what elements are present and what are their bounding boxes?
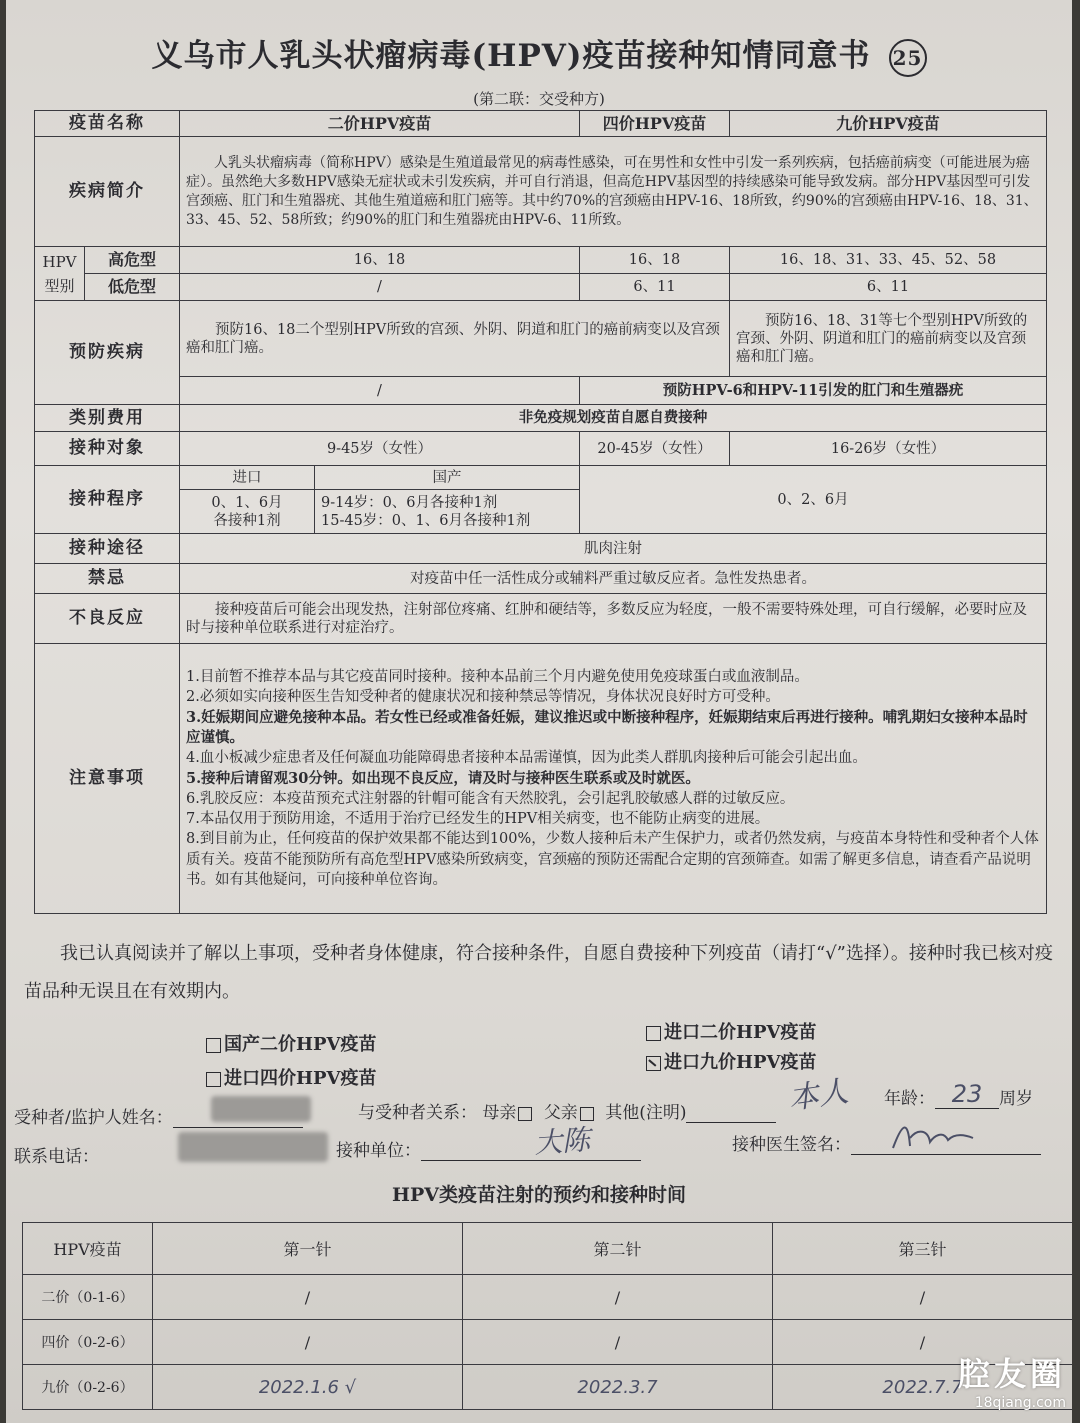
unit-row — [336, 1136, 641, 1161]
target-4v: 20-45岁（女性） — [580, 432, 730, 466]
doctor-row — [732, 1130, 1041, 1155]
appt-row-label: 四价（0-2-6） — [23, 1320, 153, 1365]
appt-header-dose2: 第二针 — [463, 1223, 773, 1275]
high-risk-2v: 16、18 — [180, 247, 580, 274]
consent-statement: 我已认真阅读并了解以上事项，受种者身体健康，符合接种条件，自愿自费接种下列疫苗（请打“√”选择）。接种时我已核对疫苗品种无误且在有效期内。 — [24, 943, 1053, 1002]
watermark-logo-text: 腔友圈 — [957, 1355, 1066, 1393]
prevent-9v: 预防16、18、31等七个型别HPV所致的宫颈、外阴、阴道和肛门的癌前病变以及宫颈癌和肛门癌。 — [730, 301, 1047, 377]
target-2v: 9-45岁（女性） — [180, 432, 580, 466]
note-item: 8.到目前为止，任何疫苗的保护效果都不能达到100%，少数人接种后未产生保护力，或者仍然发病，与疫苗本身特性和受种者个人体质有关。疫苗不能预防所有高危型HPV感染所致病变，宫颈癌的预防还需配合定期的宫颈筛查。如需了解更多信息，请查看产品说明书。如有其他疑问，可向接种单位咨询。 — [186, 831, 1039, 889]
recipient-name-field[interactable] — [173, 1127, 303, 1128]
schedule-label: 接种程序 — [35, 466, 180, 534]
import-schedule-line2: 各接种1剂 — [213, 512, 281, 529]
appt-row-label: 二价（0-1-6） — [23, 1275, 153, 1320]
age-field[interactable] — [935, 1080, 999, 1109]
recipient-label: 受种者/监护人姓名： — [14, 1108, 173, 1128]
unit-label: 接种单位： — [336, 1141, 421, 1161]
note-item: 7.本品仅用于预防用途，不适用于治疗已经发生的HPV相关病变，也不能防止病变的进展。 — [186, 811, 770, 828]
relation-father: 父亲 — [543, 1103, 578, 1123]
note-item: 6.乳胶反应：本疫苗预充式注射器的针帽可能含有天然胶乳，会引起乳胶敏感人群的过敏反应。 — [186, 790, 795, 807]
adverse-label: 不良反应 — [35, 594, 180, 644]
route-label: 接种途径 — [35, 534, 180, 564]
age-label: 年龄： — [884, 1089, 935, 1109]
checkbox-icon[interactable] — [518, 1107, 532, 1121]
domestic-schedule-line2: 15-45岁：0、1、6月各接种1剂 — [321, 512, 531, 529]
form-number: 25 — [889, 39, 927, 77]
note-item: 5.接种后请留观30分钟。如出现不良反应，请及时与接种医生联系或及时就医。 — [186, 769, 700, 787]
import-label: 进口 — [180, 466, 315, 490]
appt-cell[interactable]: 2022.7.7 — [773, 1365, 1073, 1410]
low-risk-9v: 6、11 — [730, 274, 1047, 301]
high-risk-label: 高危型 — [85, 247, 180, 274]
domestic-schedule-line1: 9-14岁：0、6月各接种1剂 — [321, 494, 498, 511]
watermark — [958, 1349, 1066, 1411]
document-subtitle: (第二联：交受种方) — [473, 90, 605, 108]
note-item: 3.妊娠期间应避免接种本品。若女性已经或准备妊娠，建议推迟或中断接种程序，妊娠期结束后再进行接种。哺乳期妇女接种本品时应谨慎。 — [186, 708, 1028, 746]
vaccine-2v: 二价HPV疫苗 — [180, 111, 580, 137]
note-item: 1.目前暂不推荐本品与其它疫苗同时接种。接种本品前三个月内避免使用免疫球蛋白或血液制品。 — [186, 669, 809, 686]
appt-row-label: 九价（0-2-6） — [23, 1365, 153, 1410]
appt-cell[interactable]: / — [153, 1275, 463, 1320]
appt-cell[interactable]: / — [463, 1275, 773, 1320]
relation-handwriting: 本人 — [786, 1073, 851, 1117]
high-risk-9v: 16、18、31、33、45、52、58 — [730, 247, 1047, 274]
checkbox-icon[interactable] — [206, 1072, 221, 1087]
type-label-type: 型别 — [44, 276, 75, 295]
note-item: 4.血小板减少症患者及任何凝血功能障碍患者接种本品需谨慎，因为此类人群肌肉接种后可能会引起出血。 — [186, 750, 867, 767]
appt-cell[interactable]: / — [773, 1275, 1073, 1320]
option-domestic-2v[interactable] — [206, 1030, 377, 1056]
option-label: 国产二价HPV疫苗 — [224, 1034, 377, 1055]
route-value: 肌肉注射 — [180, 534, 1047, 564]
contraindication-label: 禁忌 — [35, 564, 180, 594]
target-9v: 16-26岁（女性） — [730, 432, 1047, 466]
info-table — [34, 110, 1047, 914]
phone-row — [14, 1142, 99, 1167]
doctor-signature-icon — [888, 1116, 978, 1156]
target-label: 接种对象 — [35, 432, 180, 466]
note-item: 2.必须如实向接种医生告知受种者的健康状况和接种禁忌等情况，身体状况良好时方可受种。 — [186, 689, 780, 706]
prevent-4v-9v: 预防HPV-6和HPV-11引发的肛门和生殖器疣 — [580, 377, 1047, 405]
option-import-9v[interactable] — [646, 1048, 817, 1074]
age-row — [884, 1080, 1033, 1109]
checkbox-checked-icon[interactable] — [646, 1056, 661, 1071]
option-label: 进口二价HPV疫苗 — [664, 1022, 817, 1043]
unit-handwriting: 大陈 — [533, 1123, 592, 1160]
appt-header-dose1: 第一针 — [153, 1223, 463, 1275]
prevent-label: 预防疾病 — [35, 301, 180, 405]
phone-label: 联系电话： — [14, 1147, 99, 1167]
fee-value: 非免疫规划疫苗自愿自费接种 — [180, 405, 1047, 432]
import-schedule-line1: 0、1、6月 — [211, 494, 283, 511]
relation-other-field[interactable] — [686, 1122, 776, 1123]
import-schedule — [180, 490, 315, 534]
low-risk-4v: 6、11 — [580, 274, 730, 301]
type-label-hpv: HPV — [42, 252, 77, 271]
document-title — [6, 30, 1072, 77]
checkbox-icon[interactable] — [206, 1038, 221, 1053]
notes-label: 注意事项 — [35, 644, 180, 914]
appt-cell[interactable]: 2022.1.6 √ — [153, 1365, 463, 1410]
appt-cell[interactable]: / — [463, 1320, 773, 1365]
prevent-2v-4v: 预防16、18二个型别HPV所致的宫颈、外阴、阴道和肛门的癌前病变以及宫颈癌和肛门癌。 — [180, 301, 730, 377]
relation-mother: 母亲 — [482, 1103, 517, 1123]
disease-label: 疾病简介 — [35, 137, 180, 247]
option-label: 进口四价HPV疫苗 — [224, 1068, 377, 1089]
age-handwriting: 23 — [951, 1080, 983, 1108]
prevent-2v-extra: / — [180, 377, 580, 405]
relation-other: 其他(注明) — [605, 1103, 687, 1123]
adverse-value: 接种疫苗后可能会出现发热，注射部位疼痛、红肿和硬结等，多数反应为轻度，一般不需要特殊处理，可自行缓解，必要时应及时与接种单位联系进行对症治疗。 — [180, 594, 1047, 644]
vaccine-4v: 四价HPV疫苗 — [580, 111, 730, 137]
appt-cell[interactable]: 2022.3.7 — [463, 1365, 773, 1410]
watermark-url: 18qiang.com — [974, 1395, 1066, 1411]
appt-cell[interactable]: / — [773, 1320, 1073, 1365]
option-import-2v[interactable] — [646, 1018, 817, 1044]
appt-header-vaccine: HPV疫苗 — [23, 1223, 153, 1275]
low-risk-2v: / — [180, 274, 580, 301]
appointment-title: HPV类疫苗注射的预约和接种时间 — [392, 1184, 686, 1206]
relation-label: 与受种者关系： — [358, 1103, 477, 1123]
hpv-type-label — [35, 247, 85, 301]
title-text: 义乌市人乳头状瘤病毒(HPV)疫苗接种知情同意书 — [151, 38, 871, 74]
appt-header-dose3: 第三针 — [773, 1223, 1073, 1275]
vaccine-9v: 九价HPV疫苗 — [730, 111, 1047, 137]
domestic-schedule — [315, 490, 580, 534]
doctor-label: 接种医生签名： — [732, 1135, 851, 1155]
domestic-label: 国产 — [315, 466, 580, 490]
age-unit: 周岁 — [999, 1089, 1033, 1109]
unit-field[interactable] — [421, 1160, 641, 1161]
low-risk-label: 低危型 — [85, 274, 180, 301]
schedule-4v-9v: 0、2、6月 — [580, 466, 1047, 534]
vaccine-name-label: 疫苗名称 — [35, 111, 180, 137]
notes-list — [180, 644, 1047, 914]
contraindication-value: 对疫苗中任一活性成分或辅料严重过敏反应者。急性发热患者。 — [180, 564, 1047, 594]
fee-label: 类别费用 — [35, 405, 180, 432]
appointment-table — [22, 1222, 1072, 1410]
high-risk-4v: 16、18 — [580, 247, 730, 274]
consent-form — [6, 0, 1072, 1423]
checkbox-icon[interactable] — [646, 1026, 661, 1041]
appt-cell[interactable]: / — [153, 1320, 463, 1365]
option-label: 进口九价HPV疫苗 — [664, 1052, 817, 1073]
redacted-name — [211, 1096, 311, 1122]
redacted-phone — [178, 1132, 328, 1162]
disease-text: 人乳头状瘤病毒（简称HPV）感染是生殖道最常见的病毒性感染，可在男性和女性中引发一系列疾病，包括癌前病变（可能进展为癌症）。虽然绝大多数HPV感染无症状或未引发疾病，并可自行消退，但高危HPV基因型的持续感染可能导致发病。部分HPV基因型可引发宫颈癌、肛门和生殖器疣、其他生殖道癌和肛门癌等。其中约70%的宫颈癌由HPV-16、18所致，约90%的宫颈癌由HPV-16、18、31、33、45、52、58所致；约90%的肛门和生殖器疣由HPV-6、11所致。 — [180, 137, 1047, 247]
option-import-4v[interactable] — [206, 1064, 377, 1090]
